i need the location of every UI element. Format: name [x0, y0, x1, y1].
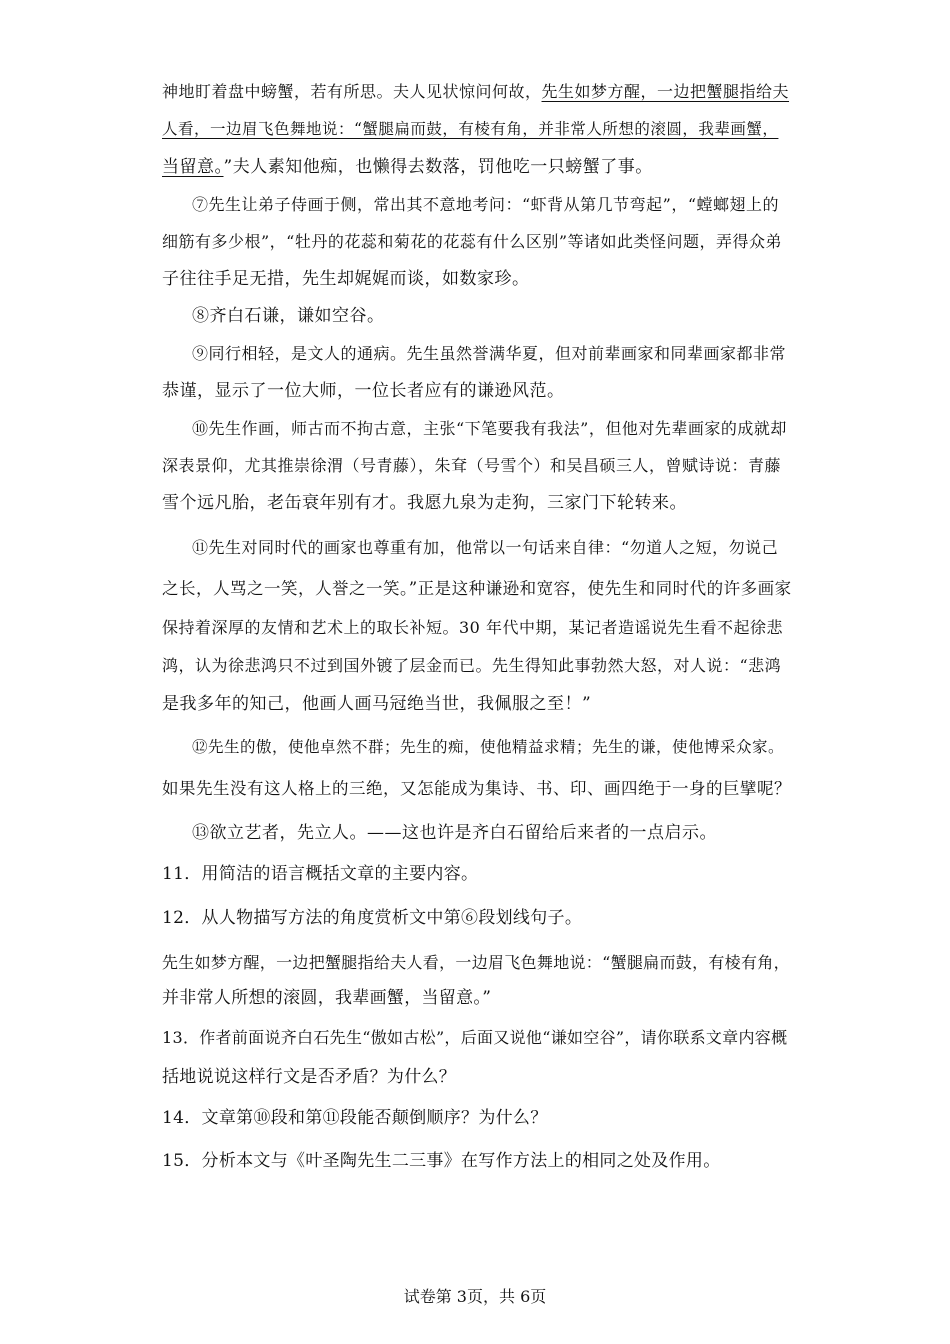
p11-line-4: 鸿，认为徐悲鸿只不过到国外镀了层金而已。先生得知此事勃然大怒，对人说：“悲鸿	[162, 656, 782, 675]
question-12-quote-line-1: 先生如梦方醒，一边把蟹腿指给夫人看，一边眉飞色舞地说：“蟹腿扁而鼓，有棱有角，	[162, 953, 790, 972]
question-13-line-1: 13．作者前面说齐白石先生“傲如古松”，后面又说他“谦如空谷”，请你联系文章内容概	[162, 1028, 788, 1047]
page-footer: 试卷第 3页，共 6页	[403, 1287, 547, 1306]
p7-line-1: ⑦先生让弟子侍画于侧，常出其不意地考问：“虾背从第几节弯起”，“螳螂翅上的	[192, 195, 780, 214]
p6-underlined-text: 先生如梦方醒，一边把蟹腿指给夫	[541, 82, 790, 101]
question-12-quote-line-2: 并非常人所想的滚圆，我辈画蟹，当留意。”	[162, 988, 492, 1008]
p8-line: ⑧齐白石谦，谦如空谷。	[192, 306, 385, 326]
p7-line-3: 子往往手足无措，先生却娓娓而谈，如数家珍。	[162, 269, 530, 289]
p6-text: ”夫人素知他痴，也懒得去数落，罚他吃一只螃蟹了事。	[223, 157, 653, 177]
p6-text: 神地盯着盘中螃蟹，若有所思。夫人见状惊问何故，	[162, 82, 542, 101]
p6-line-1	[162, 84, 789, 100]
p9-line-2: 恭谨，显示了一位大师，一位长者应有的谦逊风范。	[162, 381, 565, 401]
p11-line-3: 保持着深厚的友情和艺术上的取长补短。30 年代中期，某记者造谣说先生看不起徐悲	[162, 618, 783, 637]
p6-line-3	[162, 159, 653, 176]
p10-line-3: 雪个远凡胎，老缶衰年别有才。我愿九泉为走狗，三家门下轮转来。	[162, 493, 687, 513]
p6-line-2: 人看，一边眉飞色舞地说：“蟹腿扁而鼓，有棱有角，并非常人所想的滚圆，我辈画蟹，	[162, 120, 779, 138]
p7-line-2: 细筋有多少根”，“牡丹的花蕊和菊花的花蕊有什么区别”等诸如此类怪问题，弄得众弟	[162, 232, 783, 251]
question-15: 15．分析本文与《叶圣陶先生二三事》在写作方法上的相同之处及作用。	[162, 1151, 721, 1171]
p11-line-2: 之长，人骂之一笑，人誉之一笑。”正是这种谦逊和宽容，使先生和同时代的许多画家	[162, 579, 792, 598]
p11-line-5: 是我多年的知己，他画人画马冠绝当世，我佩服之至！”	[162, 694, 592, 714]
p13-line: ⑬欲立艺者，先立人。——这也许是齐白石留给后来者的一点启示。	[192, 823, 717, 843]
p10-line-2: 深表景仰，尤其推崇徐渭（号青藤），朱耷（号雪个）和吴昌硕三人，曾赋诗说：青藤	[162, 456, 782, 475]
question-11: 11．用简洁的语言概括文章的主要内容。	[162, 864, 479, 884]
p11-line-1: ⑪先生对同时代的画家也尊重有加，他常以一句话来自律：“勿道人之短，勿说己	[192, 538, 779, 557]
p6-underlined-text: 当留意。	[162, 157, 224, 177]
question-12: 12．从人物描写方法的角度赏析文中第⑥段划线句子。	[162, 908, 583, 928]
question-13-line-2: 括地说说这样行文是否矛盾？为什么？	[162, 1067, 457, 1087]
p12-line-2: 如果先生没有这人格上的三绝，又怎能成为集诗、书、印、画四绝于一身的巨擘呢？	[162, 779, 791, 798]
p10-line-1: ⑩先生作画，师古而不拘古意，主张“下笔要我有我法”，但他对先辈画家的成就却	[192, 419, 787, 438]
p9-line-1: ⑨同行相轻，是文人的通病。先生虽然誉满华夏，但对前辈画家和同辈画家都非常	[192, 344, 787, 363]
p12-line-1: ⑫先生的傲，使他卓然不群；先生的痴，使他精益求精；先生的谦，使他博采众家。	[192, 738, 785, 756]
question-14: 14．文章第⑩段和第⑪段能否颠倒顺序？为什么？	[162, 1108, 548, 1128]
